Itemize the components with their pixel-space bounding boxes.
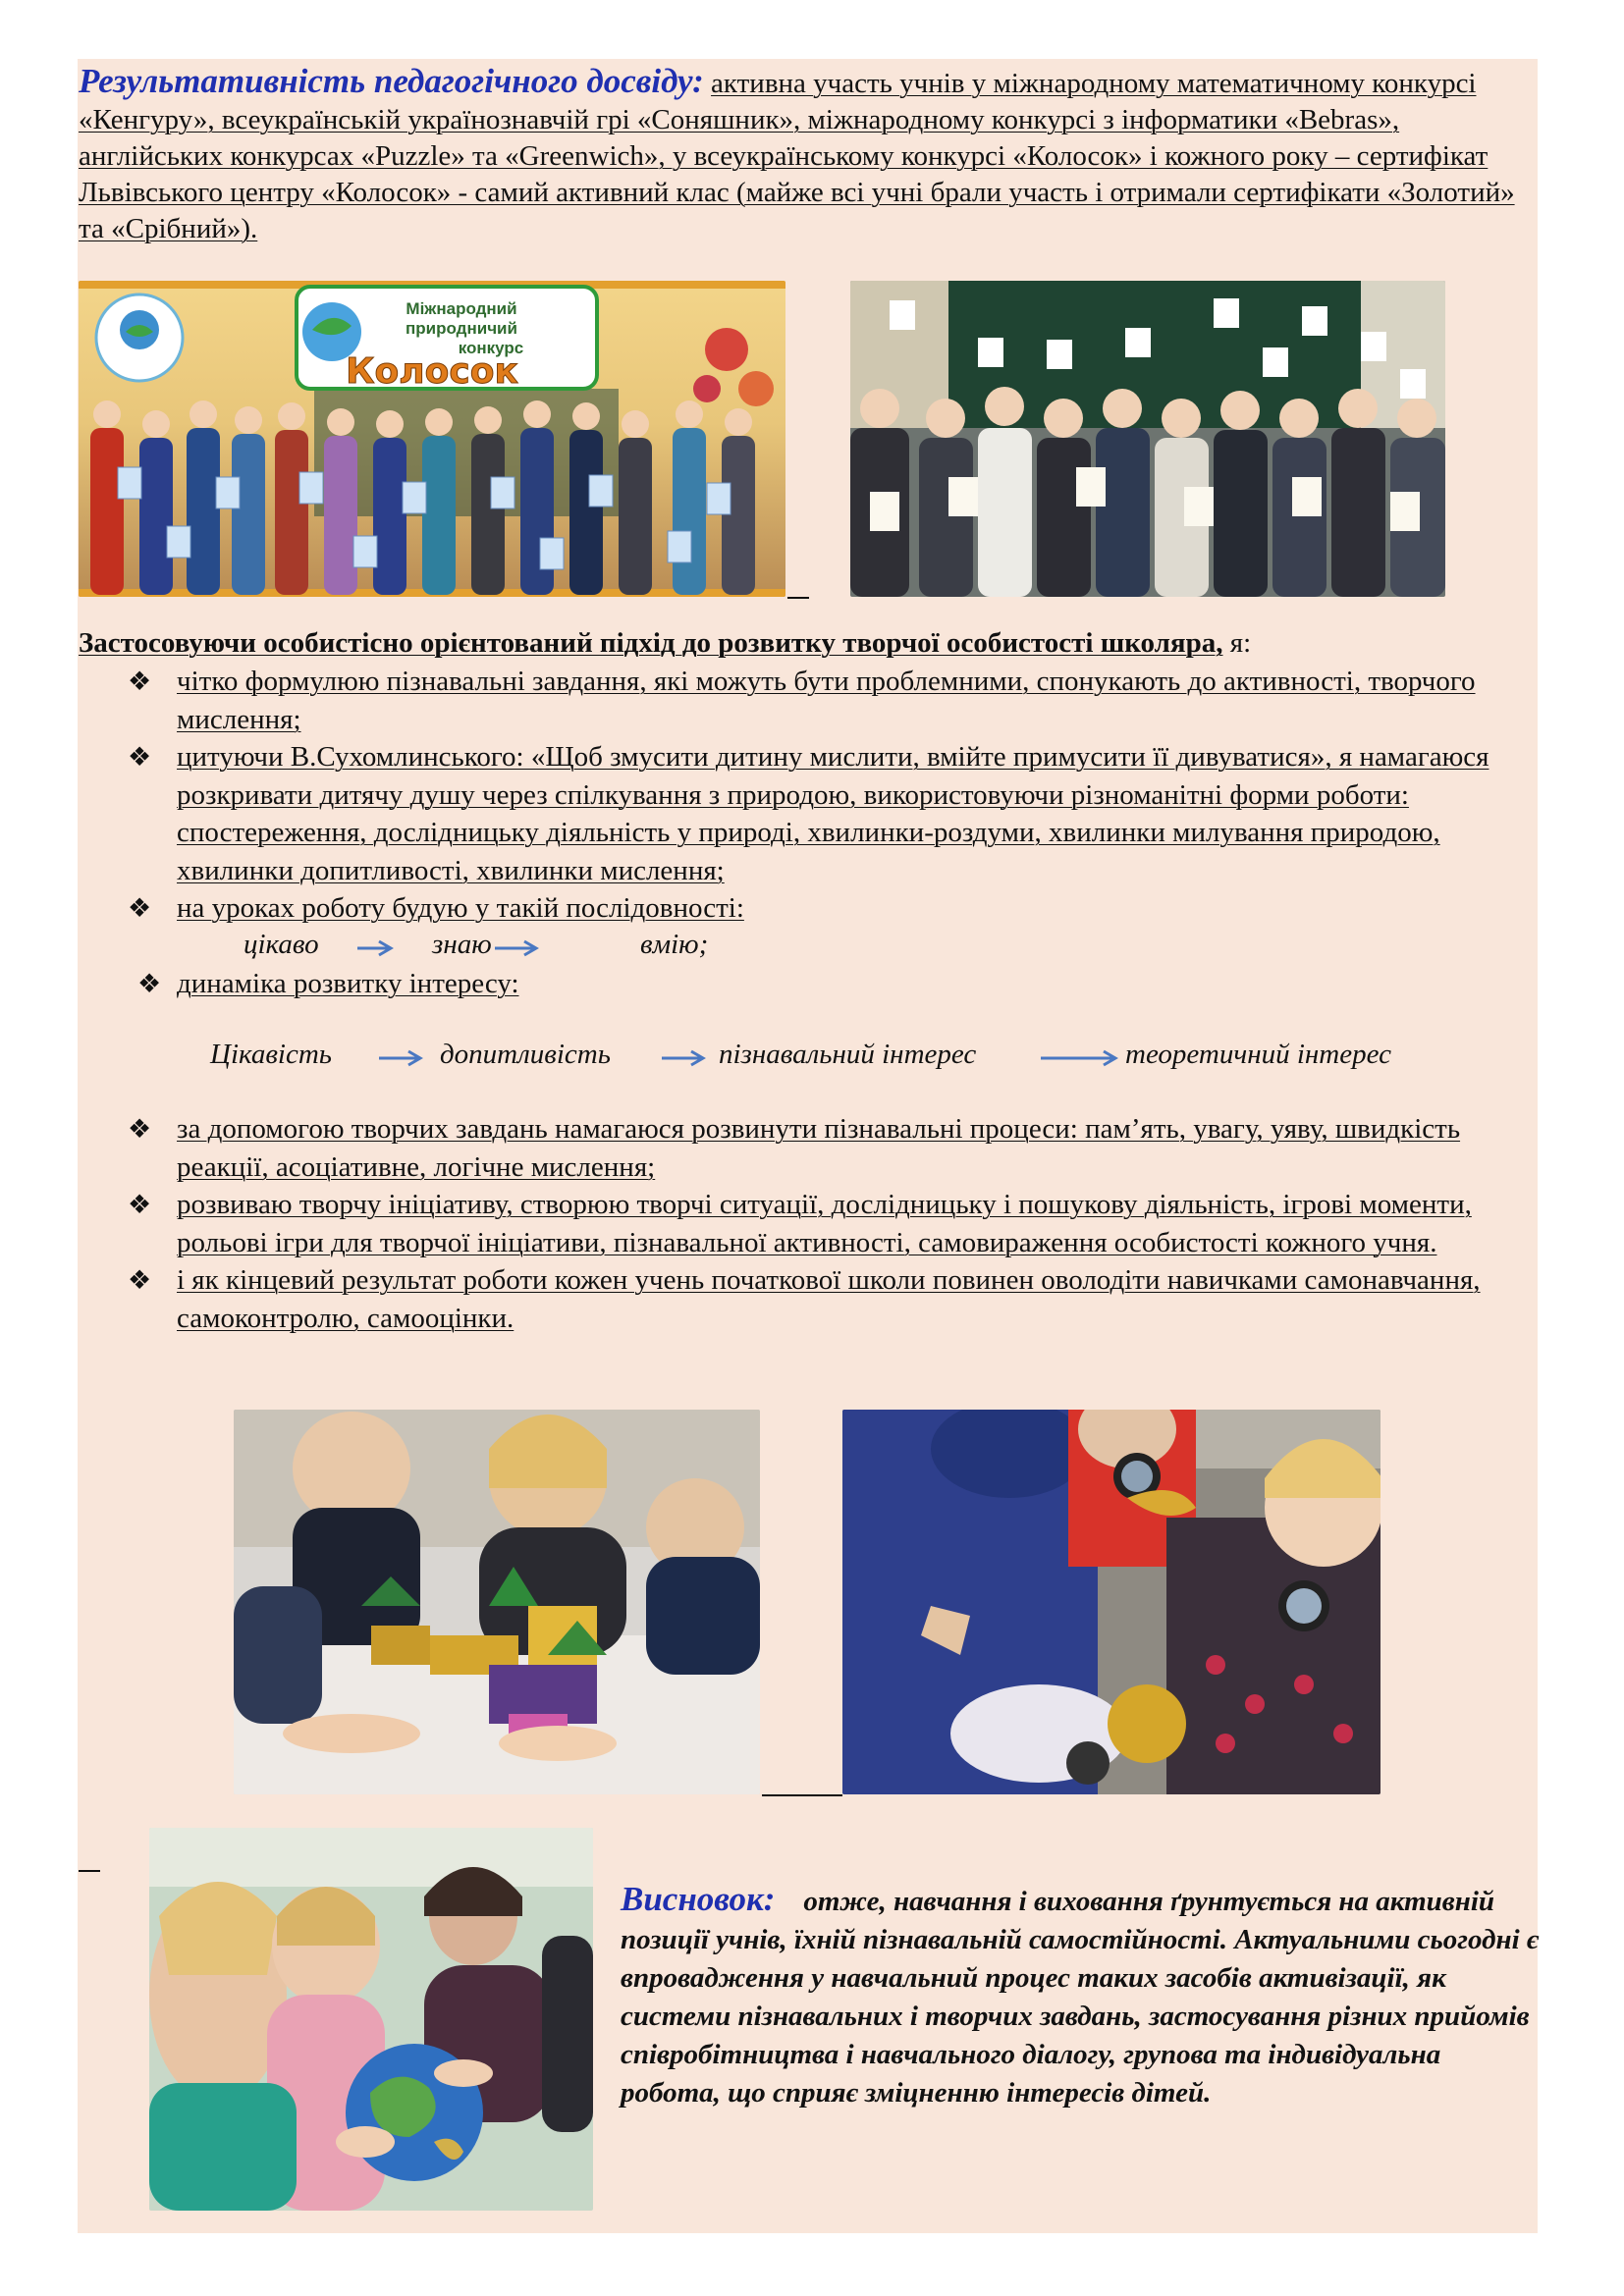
underline-mark bbox=[787, 597, 809, 599]
arrow-right-icon bbox=[493, 938, 540, 958]
magnifier-nature-photo bbox=[842, 1410, 1380, 1794]
arrow-right-icon bbox=[355, 938, 395, 958]
flow2-step-1: Цікавість bbox=[210, 1039, 333, 1070]
list-item: ❖ динаміка розвитку інтересу: bbox=[137, 965, 1551, 1003]
conclusion-title: Висновок: bbox=[621, 1880, 776, 1918]
flow2-step-2: допитливість bbox=[440, 1039, 611, 1070]
banner-line2: природничий bbox=[406, 319, 517, 338]
class-certificates-photo bbox=[850, 281, 1445, 597]
diamond-bullet-icon: ❖ bbox=[128, 667, 152, 696]
underline-mark bbox=[79, 1870, 100, 1872]
intro-paragraph bbox=[79, 63, 1532, 247]
diamond-bullet-icon: ❖ bbox=[137, 969, 162, 998]
flow2-step-3: пізнавальний інтерес bbox=[719, 1039, 977, 1070]
banner-line3: конкурс bbox=[458, 339, 524, 357]
list-item: ❖ за допомогою творчих завдань намагаюся розвинути пізнавальні процеси: пам’ять, увагу, уяву, швидкість реакції, асоціативне, логічне мислення; bbox=[128, 1110, 1542, 1186]
flow1-step-3: вмію; bbox=[640, 929, 709, 960]
intro-title: Результативність педагогічного досвіду: bbox=[79, 62, 704, 100]
intro-text: активна участь учнів у міжнародному математичному конкурсі «Кенгуру», всеукраїнській українознавчій грі «Соняшник», міжнародному конкурсі з інформатики «Bebras», англійських конкурсах «Puzzle» та «Greenwich», у всеукраїнському конкурсі «Колосок» і кожного року – сертифікат Львівського центру «Колосок» - самий активний клас (майже всі учні брали участь і отримали сертифікати «Золотий» та «Срібний»). bbox=[79, 68, 1515, 244]
underline-mark bbox=[762, 1794, 842, 1796]
diamond-bullet-icon: ❖ bbox=[128, 893, 152, 923]
flow1-step-2: знаю bbox=[432, 929, 492, 960]
globe-photo bbox=[149, 1828, 593, 2211]
diamond-bullet-icon: ❖ bbox=[128, 742, 152, 772]
lego-activity-photo bbox=[234, 1410, 760, 1794]
bullet-list-2 bbox=[128, 1110, 1542, 1337]
list-item: ❖ і як кінцевий результат роботи кожен учень початкової школи повинен оволодіти навичками самонавчання, самоконтролю, самооцінки. bbox=[128, 1261, 1542, 1337]
flow1-step-1: цікаво bbox=[244, 929, 319, 960]
list-item: ❖ чітко формулюю пізнавальні завдання, які можуть бути проблемними, спонукають до активності, творчого мислення; bbox=[128, 663, 1542, 738]
list-item: ❖ розвиваю творчу ініціативу, створюю творчі ситуації, дослідницьку і пошукову діяльність, ігрові моменти, рольові ігри для творчої ініціативи, пізнавальної активності, самовираження особистості кожного учня. bbox=[128, 1186, 1542, 1261]
list-item: ❖ на уроках роботу будую у такій послідовності: bbox=[128, 889, 1542, 928]
arrow-right-icon bbox=[1039, 1048, 1119, 1068]
flow2-step-4: теоретичний інтерес bbox=[1125, 1039, 1391, 1070]
diamond-bullet-icon: ❖ bbox=[128, 1265, 152, 1295]
bullet-list-dynamics bbox=[137, 965, 1551, 1003]
bullet-list-1 bbox=[128, 663, 1542, 928]
list-item: ❖ цитуючи В.Сухомлинського: «Щоб змусити дитину мислити, вмійте примусити її дивуватися», я намагаюся розкривати дитячу душу через спілкування з природою, використовуючи різноманітні форми роботи: спостереження, дослідницьку діяльність у природі, хвилинки-роздуми, хвилинки милування природою, хвилинки допитливості, хвилинки мислення; bbox=[128, 738, 1542, 889]
section-heading: Застосовуючи особистісно орієнтований підхід до розвитку творчої особистості школяра, я: bbox=[79, 627, 1252, 659]
conclusion-text: отже, навчання і виховання ґрунтується на активній позиції учнів, їхній пізнавальній самостійності. Актуальними сьогодні є впровадження у навчальний процес таких засобів активізації, як системи пізнавальних і творчих завдань, застосування різних прийомів співробітництва і навчального діалогу, групова та індивідуальна робота, що сприяє зміцненню інтересів дітей. bbox=[621, 1886, 1539, 2109]
arrow-right-icon bbox=[660, 1048, 707, 1068]
arrow-right-icon bbox=[377, 1048, 424, 1068]
banner-brand: Колосок bbox=[346, 351, 518, 392]
diamond-bullet-icon: ❖ bbox=[128, 1190, 152, 1219]
banner-line1: Міжнародний bbox=[406, 299, 517, 318]
kolosok-class-photo bbox=[79, 281, 785, 597]
diamond-bullet-icon: ❖ bbox=[128, 1114, 152, 1144]
conclusion-paragraph bbox=[621, 1880, 1543, 2112]
